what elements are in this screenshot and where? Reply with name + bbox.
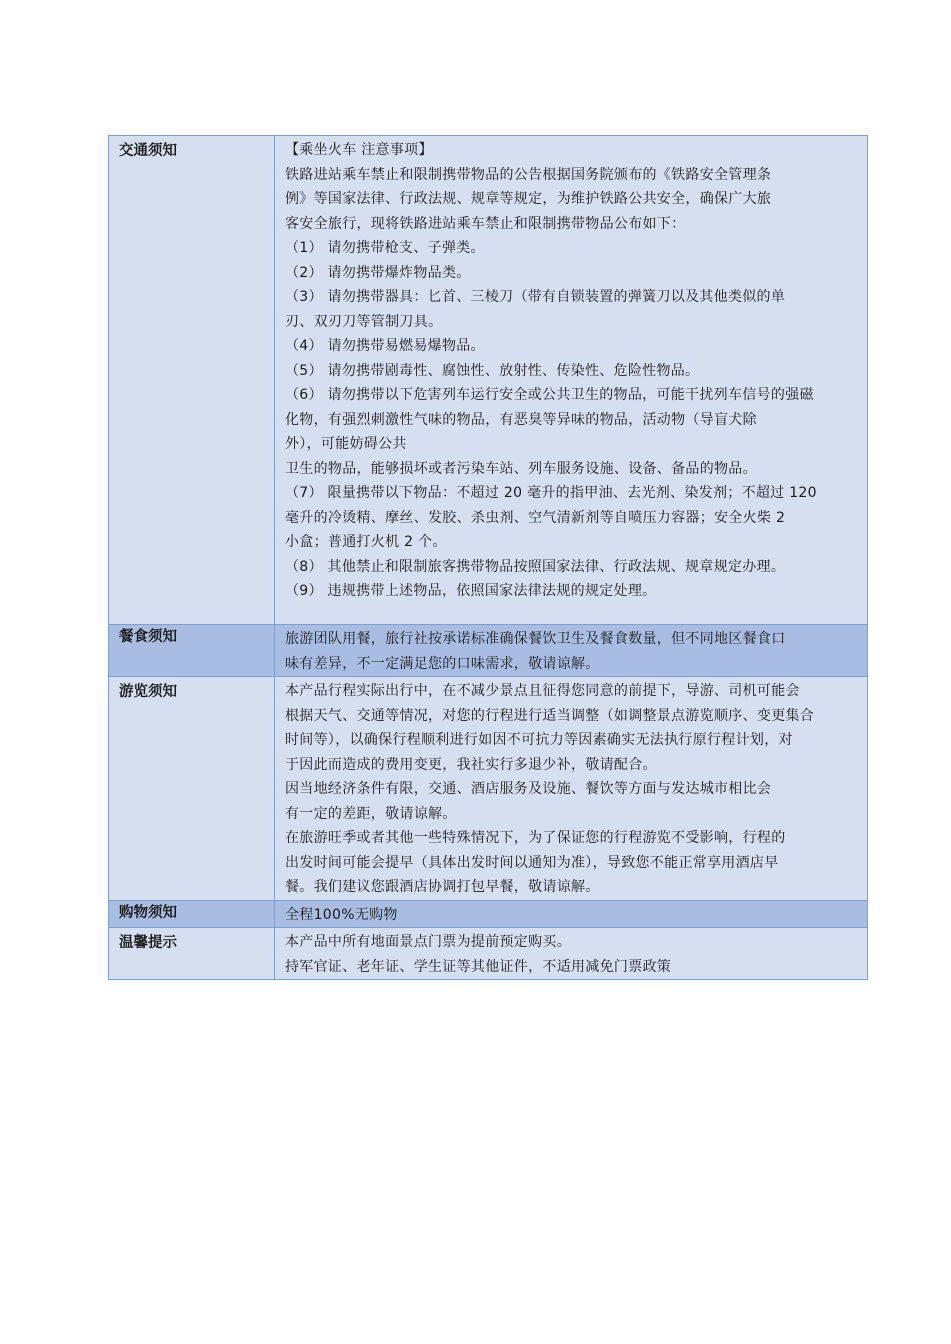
text-line: 小盒；普通打火机 2 个。: [285, 534, 447, 550]
row-label-shopping: 购物须知: [109, 900, 275, 928]
text-line: 在旅游旺季或者其他一些特殊情况下，为了保证您的行程游览不受影响，行程的: [285, 830, 786, 846]
text-line: 例》等国家法律、行政法规、规章等规定，为维护铁路公共安全，确保广大旅: [285, 191, 772, 207]
text-line: 化物，有强烈刺激性气味的物品，有恶臭等异味的物品，活动物（导盲犬除: [285, 411, 757, 428]
text-line: 因当地经济条件有限，交通、酒店服务及设施、餐饮等方面与发达城市相比会: [285, 781, 772, 797]
text-line: 出发时间可能会提早（具体出发时间以通知为准），导致您不能正常享用酒店早: [285, 854, 779, 871]
text-line: 本产品中所有地面景点门票为提前预定购买。: [285, 934, 571, 950]
text-line: 有一定的差距，敬请谅解。: [285, 805, 457, 822]
row-content-tour: [275, 677, 868, 901]
table-row-tips: [109, 928, 868, 980]
text-line: 本产品行程实际出行中，在不减少景点且征得您同意的前提下，导游、司机可能会: [285, 683, 800, 699]
list-item: （7） 限量携带以下物品：不超过 20 毫升的指甲油、去光剂、染发剂；不超过 120: [285, 485, 817, 501]
row-content-shopping: [275, 900, 868, 928]
text-line: 旅游团队用餐，旅行社按承诺标准确保餐饮卫生及餐食数量，但不同地区餐食口: [285, 631, 786, 647]
table-row-traffic: [109, 136, 868, 625]
text-line: 刃、双刃刀等管制刀具。: [285, 313, 443, 330]
row-content-traffic: [275, 136, 868, 625]
text-line: 时间等），以确保行程顺利进行如因不可抗力等因素确实无法执行原行程计划，对: [285, 732, 793, 748]
list-item: （6） 请勿携带以下危害列车运行安全或公共卫生的物品，可能干扰列车信号的强磁: [285, 387, 814, 403]
text-line: 持军官证、老年证、学生证等其他证件，不适用减免门票政策: [285, 958, 672, 975]
text-line: 客安全旅行，现将铁路进站乘车禁止和限制携带物品公布如下：: [285, 215, 686, 232]
row-content-tips: [275, 928, 868, 980]
text-line: 【乘坐火车 注意事项】: [285, 142, 433, 158]
list-item: （8） 其他禁止和限制旅客携带物品按照国家法律、行政法规、规章规定办理。: [285, 558, 786, 575]
text-line: 外），可能妨碍公共: [285, 436, 407, 452]
table-row-shopping: [109, 900, 868, 928]
list-item: （9） 违规携带上述物品，依照国家法律法规的规定处理。: [285, 583, 657, 599]
row-label-tips: 温馨提示: [109, 928, 275, 980]
text-line: 于因此而造成的费用变更，我社实行多退少补，敬请配合。: [285, 756, 657, 773]
list-item: （5） 请勿携带剧毒性、腐蚀性、放射性、传染性、危险性物品。: [285, 362, 700, 379]
text-line: 毫升的冷烫精、摩丝、发胶、杀虫剂、空气清新剂等自喷压力容器；安全火柴 2: [285, 509, 786, 526]
notice-table: [108, 135, 868, 980]
text-line: 根据天气、交通等情况，对您的行程进行适当调整（如调整景点游览顺序、变更集合: [285, 707, 815, 724]
table-row-meal: [109, 625, 868, 677]
row-content-meal: [275, 625, 868, 677]
list-item: （1） 请勿携带枪支、子弹类。: [285, 240, 485, 256]
text-line: 味有差异，不一定满足您的口味需求，敬请谅解。: [285, 655, 600, 672]
list-item: （3） 请勿携带器具：匕首、三棱刀（带有自锁装置的弹簧刀以及其他类似的单: [285, 289, 786, 305]
row-label-tour: 游览须知: [109, 677, 275, 901]
list-item: （4） 请勿携带易燃易爆物品。: [285, 338, 485, 354]
row-label-meal: 餐食须知: [109, 625, 275, 677]
text-line: 铁路进站乘车禁止和限制携带物品的公告根据国务院颁布的《铁路安全管理条: [285, 166, 772, 183]
row-label-traffic: 交通须知: [109, 136, 275, 625]
text-line: 餐。我们建议您跟酒店协调打包早餐，敬请谅解。: [285, 879, 600, 895]
table-row-tour: [109, 677, 868, 901]
text-line: 卫生的物品，能够损坏或者污染车站、列车服务设施、设备、备品的物品。: [285, 460, 757, 477]
text-line: 全程100%无购物: [285, 906, 398, 923]
list-item: （2） 请勿携带爆炸物品类。: [285, 264, 471, 281]
